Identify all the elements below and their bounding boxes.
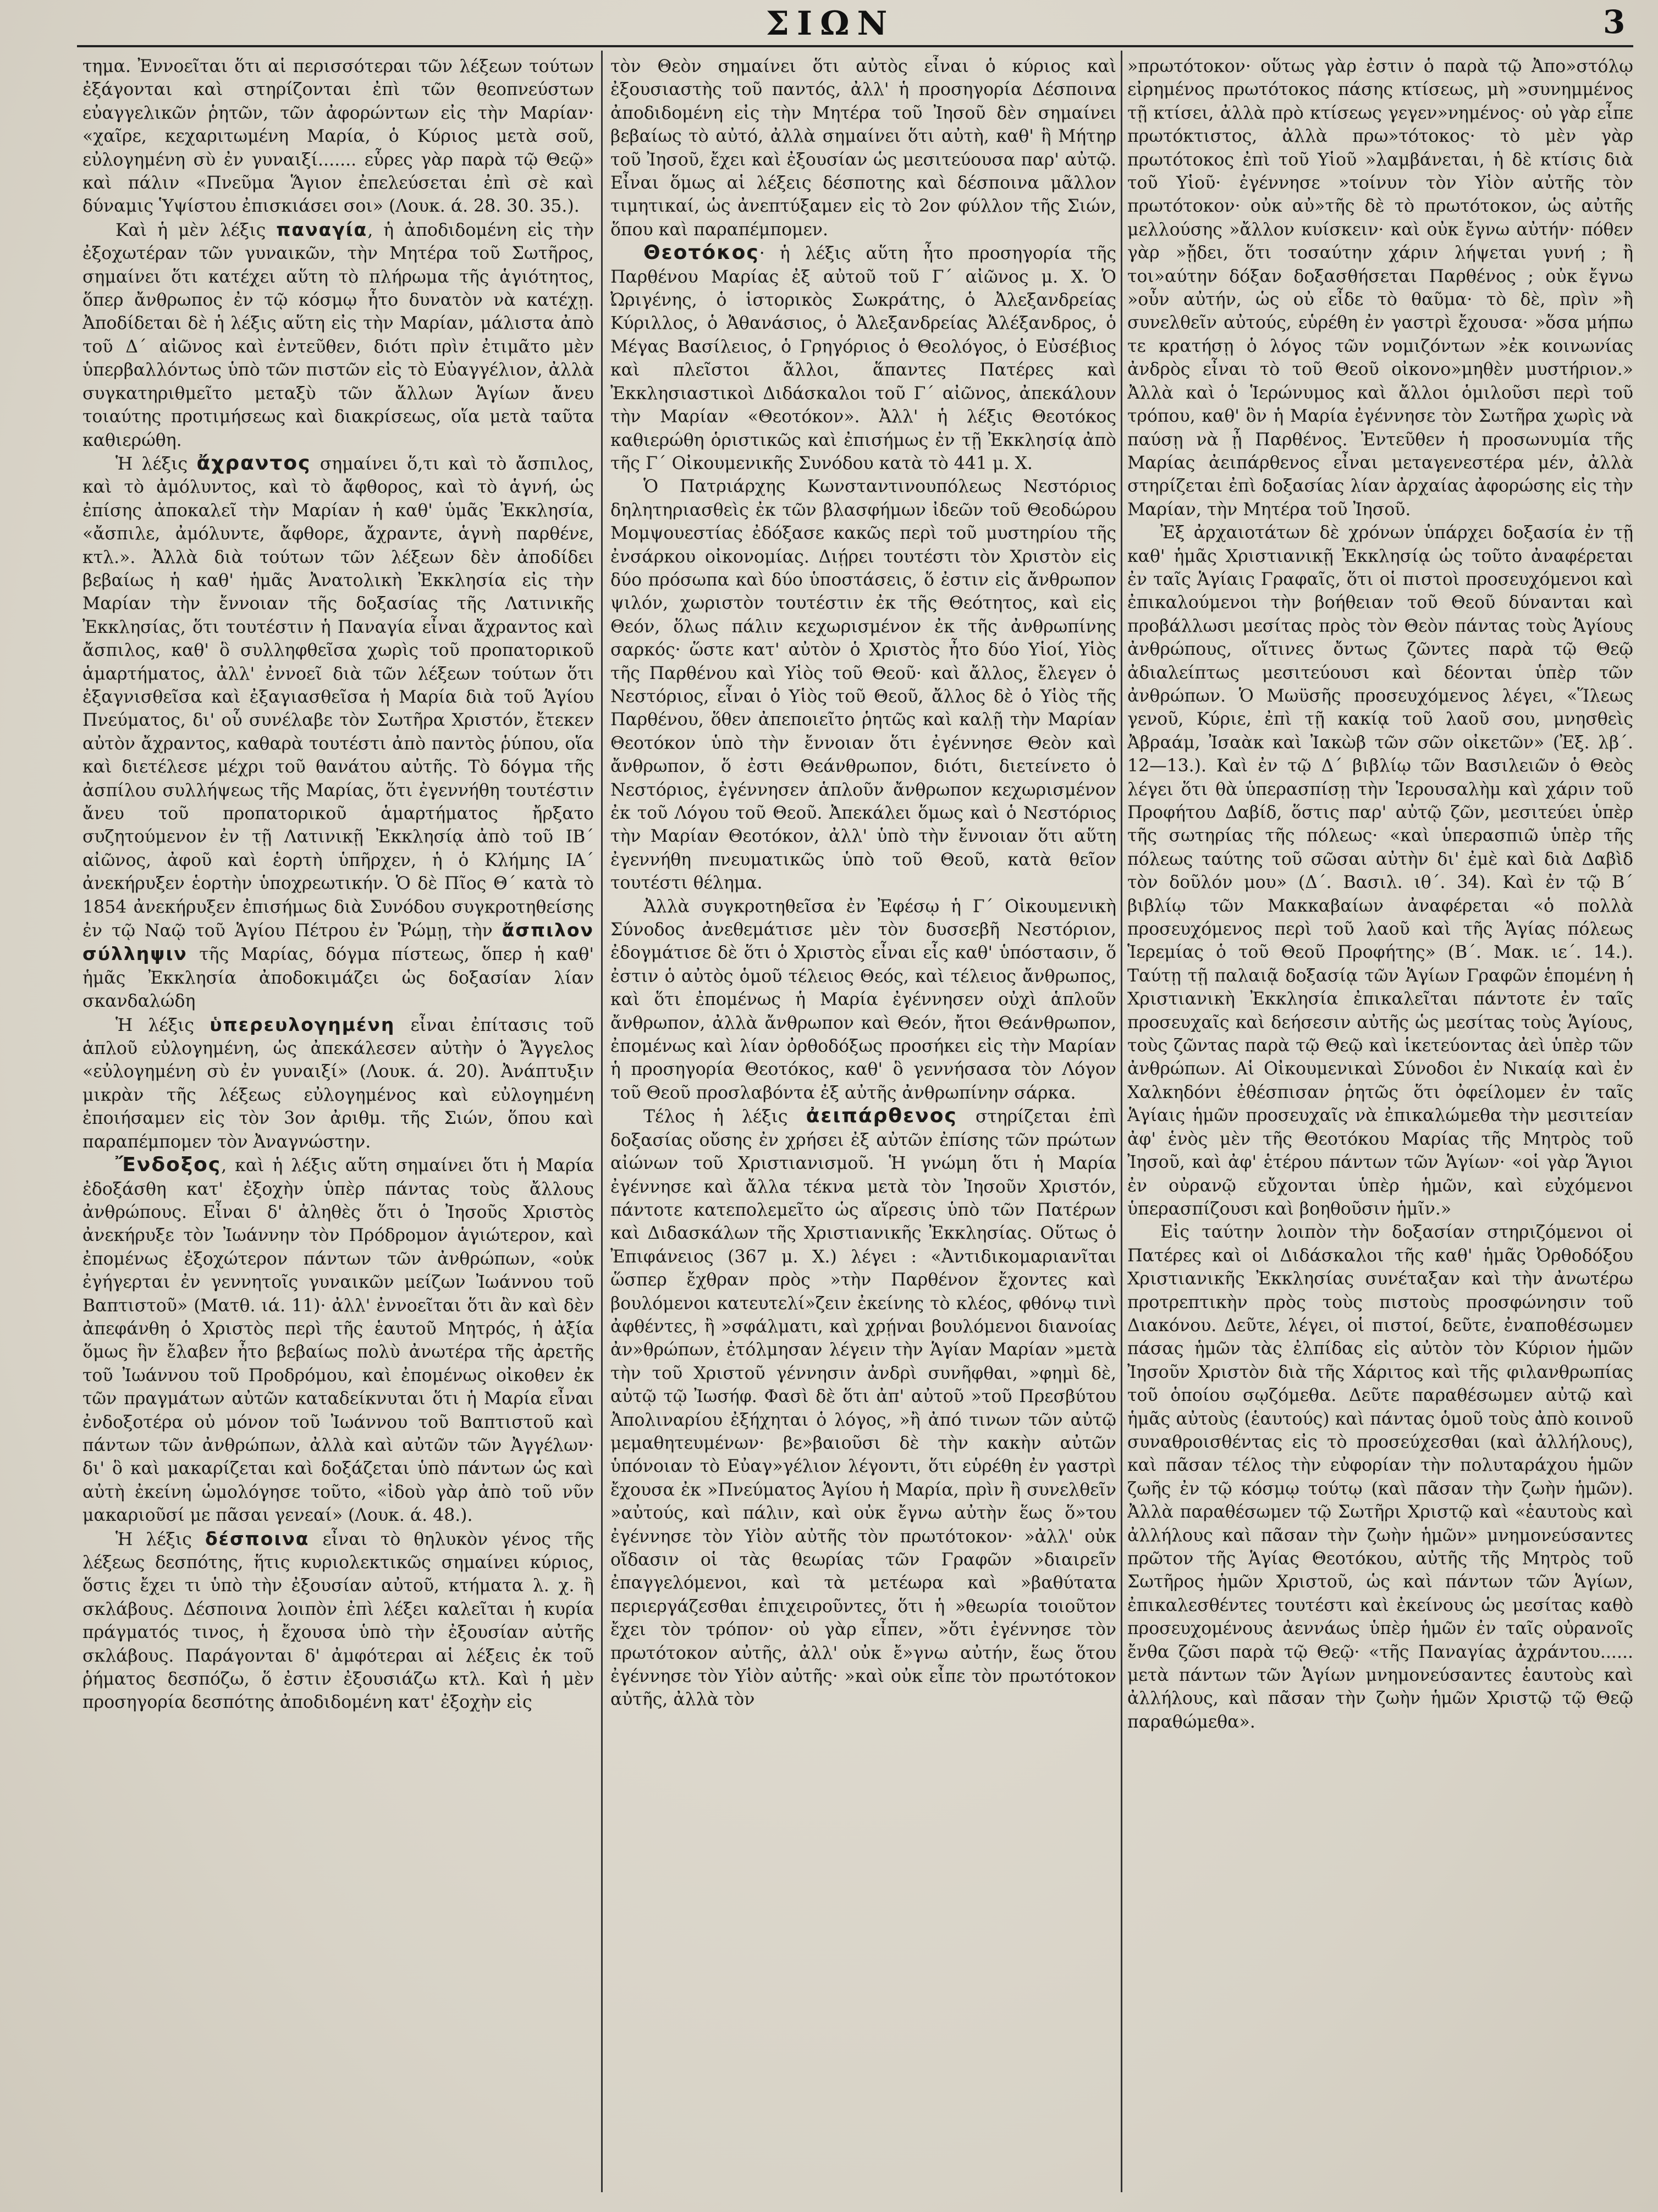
column-3 [1127, 55, 1633, 2188]
header-rule [77, 45, 1633, 47]
paragraph: Ὁ Πατριάρχης Κωνσταντινουπόλεως Νεστόριος δηλητηριασθεὶς ἐκ τῶν βλασφήμων ἰδεῶν τοῦ Θεοδώρου Μομψουεστίας ἐδόξασε κακῶς περὶ τοῦ μυστηρίου τῆς ἐνσάρκου οἰκονομίας. Διῄρει τουτέστι τὸν Χριστὸν εἰς δύο πρόσωπα καὶ δύο ὑποστάσεις, ὅ ἐστιν εἰς ἄνθρωπον ψιλόν, χωριστὸν τουτέστιν ἐκ τῆς Θεότητος, καὶ εἰς Θεόν, ὅλως πάλιν κεχωρισμένον ἐκ τῆς ἀνθρωπίνης σαρκός· ὥστε κατ' αὐτὸν ὁ Χριστὸς ἦτο δύο Υἱοί, Υἱὸς τῆς Παρθένου καὶ Υἱὸς τοῦ Θεοῦ· καὶ ἄλλος, ἔλεγεν ὁ Νεστόριος, εἶναι ὁ Υἱὸς τοῦ Θεοῦ, ἄλλος δὲ ὁ Υἱὸς τῆς Παρθένου, ὅθεν ἀπεποιεῖτο ῥητῶς καὶ καλῇ τὴν Μαρίαν Θεοτόκον ὑπὸ τὴν ἔννοιαν ὅτι ἐγέννησε Θεὸν καὶ ἄνθρωπον, ὅ ἐστι Θεάνθρωπον, διότι, διετείνετο ὁ Νεστόριος, ἐγέννησεν ἁπλοῦν ἄνθρωπον κεχωρισμένον ἐκ τοῦ Λόγου τοῦ Θεοῦ. Ἀπεκάλει ὅμως καὶ ὁ Νεστόριος τὴν Μαρίαν Θεοτόκον, ἀλλ' ὑπὸ τὴν ἔννοιαν ὅτι αὕτη ἐγεννήθη πνευματικῶς ὑπὸ τοῦ Θεοῦ, κατὰ θεῖον τουτέστι θέλημα. [610, 477, 1116, 893]
paragraph [82, 1013, 594, 1154]
term-heading: ἄχραντος [196, 451, 311, 475]
paragraph-body: τῆς Μαρίας, δόγμα πίστεως, ὅπερ ἡ καθ' ἡμᾶς Ἐκκλησία ἀποδοκιμάζει ὡς δοξασίαν λίαν σκανδαλώδη [82, 945, 594, 1012]
term-heading: ἀειπάρθενος [806, 1105, 957, 1128]
paragraph-body: στηρίζεται ἐπὶ δοξασίας οὔσης ἐν χρήσει ἐξ αὐτῶν ἐπίσης τῶν πρώτων αἰώνων τοῦ Χριστιανισμοῦ. Ἡ γνώμη ὅτι ἡ Μαρία ἐγέννησε καὶ ἄλλα τέκνα μετὰ τὸν Ἰησοῦν Χριστόν, πάντοτε κατεπολεμεῖτο ὡς αἵρεσις ὑπὸ τῶν Πατέρων καὶ Διδασκάλων τῆς Χριστιανικῆς Ἐκκλησίας. Οὕτως ὁ Ἐπιφάνειος (367 μ. Χ.) λέγει : «Ἀντιδικομαριανῖται ὥσπερ ἔχθραν πρὸς »τὴν Παρθένον ἔχοντες καὶ βουλόμενοι κατευτελί»ζειν ἐκείνης τὸ κλέος, φθόνῳ τινὶ ἀφθέντες, ἢ »σφάλματι, καὶ χρῄναι βουλόμενοι διανοίας ἀν»θρώπων, ἐτόλμησαν λέγειν τὴν Ἁγίαν Μαρίαν »μετὰ τὴν τοῦ Χριστοῦ γέννησιν ἀνδρὶ συνῆφθαι, »φημὶ δὲ, αὐτῷ τῷ Ἰωσήφ. Φασὶ δὲ ὅτι ἀπ' αὐτοῦ »τοῦ Πρεσβύτου Ἀπολιναρίου ἐξήχηται ὁ λόγος, »ἢ ἀπό τινων τῶν αὐτῷ μεμαθητευμένων· βε»βαιοῦσι δὲ τὴν κακὴν αὐτῶν ὑπόνοιαν τὸ Εὐαγ»γέλιον λέγοντι, ὅτι εὑρέθη ἐν γαστρὶ ἔχουσα ἐκ »Πνεύματος Ἁγίου ἡ Μαρία, πρὶν ἢ συνελθεῖν »αὐτούς, καὶ πάλιν, καὶ οὐκ ἔγνω αὐτὴν ἕως ὅ»του ἐγέννησε τὸν Υἱὸν αὐτῆς τὸν πρωτότοκον· »ἀλλ' οὐκ οἴδασιν οἱ τὰς θεωρίας τῶν Γραφῶν »διαιρεῖν ἐπαγγελόμενοι, καὶ τὰ μετέωρα καὶ »βαθύτατα περιεργάζεσθαι ἐπιχειροῦντες, ὅτι ἡ »θεωρία τοιοῦτον ἔχει τὸν τρόπον· οὐ γὰρ εἶπεν, »ὅτι ἐγέννησε τὸν πρωτότοκον αὐτῆς, ἀλλ' οὐκ ἔ»γνω αὐτήν, ἕως ὅτου ἐγέννησε τὸν Υἱὸν αὐτῆς· »καὶ οὐκ εἶπε τὸν πρωτότοκον αὐτῆς, ἀλλὰ τὸν [610, 1107, 1116, 1710]
paragraph [82, 1527, 594, 1714]
paragraph-lead: Ἡ λέξις [115, 454, 188, 474]
paragraph-body: σημαίνει ὅ,τι καὶ τὸ ἄσπιλος, καὶ τὸ ἀμόλυντος, καὶ τὸ ἄφθορος, καὶ τὸ ἁγνή, ὡς ἐπίσης ἀποκαλεῖ τὴν Μαρίαν ἡ καθ' ὑμᾶς Ἐκκλησία, «ἄσπιλε, ἀμόλυντε, ἄφθορε, ἄχραντε, ἁγνὴ παρθένε, κτλ.». Ἀλλὰ διὰ τούτων τῶν λέξεων δὲν ἀποδίδει βεβαίως ἡ καθ' ἡμᾶς Ἀνατολικὴ Ἐκκλησία εἰς τὴν Μαρίαν τὴν ἔννοιαν τῆς δοξασίας τῆς Λατινικῆς Ἐκκλησίας, ὅτι τουτέστιν ἡ Παναγία εἶναι ἄχραντος καὶ ἄσπιλος, καθ' ὃ συλληφθεῖσα χωρὶς τοῦ προπατορικοῦ ἁμαρτήματος, ἀλλ' ἐννοεῖ διὰ τῶν λέξεων τούτων ὅτι ἐξαγνισθεῖσα καὶ ἐξαγιασθεῖσα ἡ Μαρία διὰ τοῦ Ἁγίου Πνεύματος, δι' οὗ συνέλαβε τὸν Σωτῆρα Χριστόν, ἔτεκεν αὐτὸν ἄχραντος, καθαρὰ τουτέστι ἀπὸ παντὸς ῥύπου, οἵα καὶ διετέλεσε μέχρι τοῦ θανάτου αὐτῆς. Τὸ δόγμα τῆς ἀσπίλου συλλήψεως τῆς Μαρίας, ὅτι ἐγεννήθη τουτέστιν ἄνευ τοῦ προπατορικοῦ ἁμαρτήματος ἤρξατο συζητούμενον ἐν τῇ Λατινικῇ Ἐκκλησίᾳ ἀπὸ τοῦ ΙΒ΄ αἰῶνος, ἀφοῦ καὶ ἑορτὴ ὑπῆρχεν, ἡ ὁ Κλήμης ΙΑ΄ ἀνεκήρυξεν ἑορτὴν ὑποχρεωτικήν. Ὁ δὲ Πῖος Θ΄ κατὰ τὸ 1854 ἀνεκήρυξεν ἐπισήμως διὰ Συνόδου συγκροτηθείσης ἐν τῷ Ναῷ τοῦ Ἁγίου Πέτρου ἐν Ῥώμῃ, τὴν [82, 454, 594, 941]
paragraph-lead: Ἡ λέξις [115, 1529, 192, 1549]
paragraph-body: εἶναι ἐπίτασις τοῦ ἁπλοῦ εὐλογημένη, ὡς ἀπεκάλεσεν αὐτὴν ὁ Ἄγγελος «εὐλογημένη σὺ ἐν γυναιξί» (Λουκ. ά. 20). Ἀνάπτυξιν μικρὰν τῆς λέξεως εὐλογημένος καὶ εὐλογημένη ἐποιήσαμεν εἰς τὸν 3ον ἀριθμ. τῆς Σιών, ὅπου καὶ παραπέμπομεν τὸν Ἀναγνώστην. [82, 1015, 594, 1152]
paragraph-body: · ἡ λέξις αὕτη ἦτο προσηγορία τῆς Παρθένου Μαρίας ἐξ αὐτοῦ τοῦ Γ΄ αἰῶνος μ. Χ. Ὁ Ὠριγένης, ὁ ἱστορικὸς Σωκράτης, ὁ Ἀλεξανδρείας Κύριλλος, ὁ Ἀθανάσιος, ὁ Ἀλεξανδρείας Ἀλέξανδρος, ὁ Μέγας Βασίλειος, ὁ Γρηγόριος ὁ Θεολόγος, ὁ Εὐσέβιος καὶ πλεῖστοι ἄλλοι, ἅπαντες Πατέρες καὶ Ἐκκλησιαστικοὶ Διδάσκαλοι τοῦ Γ΄ αἰῶνος, ἀπεκάλουν τὴν Μαρίαν «Θεοτόκον». Ἀλλ' ἡ λέξις Θεοτόκος καθιερώθη ὁριστικῶς καὶ ἐπισήμως ἐν τῇ Ἐκκλησίᾳ ἀπὸ τῆς Γ΄ Οἰκουμενικῆς Συνόδου κατὰ τὸ 441 μ. Χ. [610, 244, 1116, 473]
term-heading: Ἔνδοξος [115, 1154, 222, 1177]
term-heading: ἄσπιλον σύλληψιν [82, 919, 594, 965]
page-number: 3 [1603, 3, 1626, 41]
paragraph: »πρωτότοκον· οὕτως γὰρ ἐστιν ὁ παρὰ τῷ Ἀπο»στόλῳ εἰρημένος πρωτότοκος πάσης κτίσεως, μὴ »συνημμένος τῇ κτίσει, ἀλλὰ πρὸ κτίσεως γεγεν»νημένος· οὐ γὰρ εἶπε πρωτόκτιστος, ἀλλὰ πρω»τότοκος· τὸ μὲν γὰρ πρωτότοκος ἐπὶ τοῦ Υἱοῦ »λαμβάνεται, ἡ δὲ κτίσις διὰ τοῦ Υἱοῦ· ἐγέννησε »τοίνυν τὸν Υἱὸν αὐτῆς τὸν πρωτότοκον· οὐκ αὐ»τῆς δὲ τὸ πρωτότοκον, ὡς αὐτῆς μελλούσης »ἄλλον κυίσκειν· καὶ οὐκ ἔγνω αὐτήν· πόθεν γὰρ »ᾔδει, ὅτι τοσαύτην χάριν λήψεται γυνή ; ἢ τοι»αύτην δόξαν δοξασθήσεται Παρθένος ; οὐκ ἔγνω »οὖν αὐτήν, ὡς οὐ εἶδε τὸ θαῦμα· τὸ δὲ, πρὶν »ἢ συνελθεῖν αὐτούς, εὑρέθη ἐν γαστρὶ ἔχουσα· »ὅσα μήπω τε κρατήσῃ ὁ λόγος τῶν νομιζόντων »ἐκ κοινωνίας ἀνδρὸς εἶναι τὸ τοῦ Θεοῦ οἰκονο»μηθὲν μυστήριον.» Ἀλλὰ καὶ ὁ Ἱερώνυμος καὶ ἄλλοι ὁμιλοῦσι περὶ τοῦ τρόπου, καθ' ὃν ἡ Μαρία ἐγέννησε τὸν Σωτῆρα χωρὶς νὰ παύσῃ νὰ ᾖ Παρθένος. Ἐντεῦθεν ἡ προσωνυμία τῆς Μαρίας ἀειπάρθενος εἶναι μεταγενεστέρα μέν, ἀλλὰ στηρίζεται ἐπὶ δοξασίας λίαν ἀρχαίας ἀφορώσης εἰς τὴν Μαρίαν, τὴν Μητέρα τοῦ Ἰησοῦ. [1127, 57, 1633, 520]
masthead-title: ΣΙΩΝ [765, 4, 895, 43]
paragraph: τημα. Ἐννοεῖται ὅτι αἱ περισσότεραι τῶν λέξεων τούτων ἐξάγονται καὶ στηρίζονται ἐπὶ τῶν θεοπνεύστων εὐαγγελικῶν ῥητῶν, τῶν ἀφορώντων εἰς τὴν Μαρίαν· «χαῖρε, κεχαριτωμένη Μαρία, ὁ Κύριος μετὰ σοῦ, εὐλογημένη σὺ ἐν γυναιξί....... εὗρες γὰρ παρὰ τῷ Θεῷ» καὶ πάλιν «Πνεῦμα Ἅγιον ἐπελεύσεται ἐπὶ σὲ καὶ δύναμις Ὑψίστου ἐπισκιάσει σοι» (Λουκ. ά. 28. 30. 35.). [82, 57, 594, 217]
term-heading: ὑπερευλογημένη [210, 1013, 395, 1035]
paragraph: Εἰς ταύτην λοιπὸν τὴν δοξασίαν στηριζόμενοι οἱ Πατέρες καὶ οἱ Διδάσκαλοι τῆς καθ' ἡμᾶς Ὀρθοδόξου Χριστιανικῆς Ἐκκλησίας συνέταξαν καὶ τὴν ἀνωτέρω προτρεπτικὴν πρὸς τοὺς πιστοὺς προσφώνησιν τοῦ Διακόνου. Δεῦτε, λέγει, οἱ πιστοί, δεῦτε, ἐναποθέσωμεν πάσας ἡμῶν τὰς ἐλπίδας εἰς αὐτὸν τὸν Κύριον ἡμῶν Ἰησοῦν Χριστὸν διὰ τῆς Χάριτος καὶ τῆς φιλανθρωπίας τοῦ ὁποίου σῳζόμεθα. Δεῦτε παραθέσωμεν αὐτῷ καὶ ἡμᾶς αὐτοὺς (ἑαυτούς) καὶ πάντας ὁμοῦ τοὺς ἀπὸ κοινοῦ συναθροισθέντας εἰς τὸ προσεύχεσθαι (καὶ ἀλλήλους), καὶ πᾶσαν τέλος τὴν εὐφορίαν τὴν πολυταράχου ἡμῶν ζωῆς ἐν τῷ κόσμῳ τούτῳ (καὶ πᾶσαν τὴν ζωὴν ἡμῶν). Ἀλλὰ παραθέσωμεν τῷ Σωτῆρι Χριστῷ καὶ «ἑαυτοὺς καὶ ἀλλήλους καὶ πᾶσαν τὴν ζωὴν ἡμῶν» μνημονεύσαντες πρῶτον τῆς Ἁγίας Θεοτόκου, αὐτῆς τῆς Μητρὸς τοῦ Σωτῆρος ἡμῶν Χριστοῦ, ὡς καὶ πάντων τῶν Ἁγίων, ἐπικαλεσθέντες τουτέστι καὶ ἐκείνους ὡς μεσίτας καθὸ προσευχομένους ἀεννάως ὑπὲρ ἡμῶν ἐν ταῖς οὐρανοῖς ἔνθα ζῶσι παρὰ τῷ Θεῷ· «τῆς Παναγίας ἀχράντου...... μετὰ πάντων τῶν Ἁγίων μνημονεύσαντες ἑαυτοὺς καὶ ἀλλήλους, καὶ πᾶσαν τὴν ζωὴν ἡμῶν Χριστῷ τῷ Θεῷ παραθώμεθα». [1127, 1222, 1633, 1732]
paragraph: Ἀλλὰ συγκροτηθεῖσα ἐν Ἐφέσῳ ἡ Γ΄ Οἰκουμενικὴ Σύνοδος ἀνεθεμάτισε μὲν τὸν δυσσεβῆ Νεστόριον, ἐδογμάτισε δὲ ὅτι ὁ Χριστὸς εἶναι εἷς καθ' ὑπόστασιν, ὅ ἐστιν ὁ αὐτὸς ὁμοῦ τέλειος Θεός, καὶ τέλειος ἄνθρωπος, καὶ ὅτι ἐπομένως ἡ Μαρία ἐγέννησεν οὐχὶ ἁπλοῦν ἄνθρωπον, ἀλλὰ ἄνθρωπον καὶ Θεόν, ἤτοι Θεάνθρωπον, ἐπομένως καὶ λίαν ὀρθοδόξως προσήκει εἰς τὴν Μαρίαν ἡ προσηγορία Θεοτόκος, καθ' ὃ γεννήσασα τὸν Λόγον τοῦ Θεοῦ προσλαβόντα ἐξ αὐτῆς ἀνθρωπίνην σάρκα. [610, 896, 1116, 1103]
paragraph [610, 1105, 1116, 1712]
paragraph [610, 241, 1116, 475]
paragraph-lead: Καὶ ἡ μὲν λέξις [115, 220, 266, 240]
paragraph-body: εἶναι τὸ θηλυκὸν γένος τῆς λέξεως δεσπότης, ἥτις κυριολεκτικῶς σημαίνει κύριος, ὅστις ἔχει τι ὑπὸ τὴν ἐξουσίαν αὐτοῦ, κτήματα λ. χ. ἢ σκλάβους. Δέσποινα λοιπὸν ἐπὶ λέξει καλεῖται ἡ κυρία πράγματός τινος, ἡ ἔχουσα ὑπὸ τὴν ἐξουσίαν αὐτῆς σκλάβους. Παράγονται δ' ἀμφότεραι αἱ λέξεις ἐκ τοῦ ῥήματος δεσπόζω, ὅ ἐστιν ἐξουσιάζω κτλ. Καὶ ἡ μὲν προσηγορία δεσπότης ἀποδιδομένη κατ' ἐξοχὴν εἰς [82, 1529, 594, 1713]
paragraph-body: , ἡ ἀποδιδομένη εἰς τὴν ἐξοχωτέραν τῶν γυναικῶν, τὴν Μητέρα τοῦ Σωτῆρος, σημαίνει ὅτι κατέχει αὕτη τὸ πλήρωμα τῆς ἁγιότητος, ὅπερ ἄνθρωπος ἐν τῷ κόσμῳ ἦτο δυνατὸν νὰ κατέχῃ. Ἀποδίδεται δὲ ἡ λέξις αὕτη εἰς τὴν Μαρίαν, μάλιστα ἀπὸ τοῦ Δ΄ αἰῶνος καὶ ἐντεῦθεν, διότι πρὶν ἐτιμᾶτο μὲν ὑπερβαλλόντως ὑπὸ τῶν πιστῶν εἰς τὸ Εὐαγγέλιον, ἀλλὰ συγκατηριθμεῖτο μεταξὺ τῶν ἄλλων Ἁγίων ἄνευ τοιαύτης προτιμήσεως καὶ διακρίσεως, οἵα μετὰ ταῦτα καθιερώθη. [82, 220, 594, 450]
paragraph [82, 218, 594, 452]
column-1 [82, 55, 594, 2188]
term-heading: Θεοτόκος [643, 241, 759, 264]
paragraph [82, 1154, 594, 1527]
term-heading: παναγία [276, 218, 368, 240]
paragraph: Ἐξ ἀρχαιοτάτων δὲ χρόνων ὑπάρχει δοξασία ἐν τῇ καθ' ἡμᾶς Χριστιανικῇ Ἐκκλησίᾳ ὡς τοῦτο ἀναφέρεται ἐν ταῖς Ἁγίαις Γραφαῖς, ὅτι οἱ πιστοὶ προσευχόμενοι καὶ ἐπικαλούμενοι τὴν βοήθειαν τοῦ Θεοῦ δύνανται καὶ προβάλλωσι μεσίτας πρὸς τὸν Θεὸν πάντας τοὺς Ἁγίους ἀνθρώπους, οἵτινες ὄντως ζῶντες παρὰ τῷ Θεῷ ἀδιαλείπτως μεσιτεύουσι καὶ δέονται ὑπὲρ τῶν ἀνθρώπων. Ὁ Μωϋσῆς προσευχόμενος λέγει, «Ἵλεως γενοῦ, Κύριε, ἐπὶ τῇ κακίᾳ τοῦ λαοῦ σου, μνησθεὶς Ἀβραάμ, Ἰσαὰκ καὶ Ἰακὼβ τῶν σῶν οἰκετῶν» (Ἐξ. λβ΄. 12—13.). Καὶ ἐν τῷ Δ΄ βιβλίῳ τῶν Βασιλειῶν ὁ Θεὸς λέγει ὅτι θὰ ὑπερασπίσῃ τὴν Ἱερουσαλὴμ καὶ χάριν τοῦ Προφήτου Δαβίδ, ὅστις παρ' αὐτῷ ζῶν, μεσιτεύει ὑπὲρ τῆς σωτηρίας τῆς πόλεως· «καὶ ὑπερασπιῶ ὑπὲρ τῆς πόλεως ταύτης τοῦ σῶσαι αὐτὴν δι' ἐμὲ καὶ διὰ Δαβὶδ τὸν δοῦλόν μου» (Δ΄. Βασιλ. ιθ΄. 34). Καὶ ἐν τῷ Β΄ βιβλίῳ τῶν Μακκαβαίων ἀναφέρεται «ὁ πολλὰ προσευχόμενος περὶ τοῦ λαοῦ καὶ τῆς Ἁγίας πόλεως Ἱερεμίας ὁ τοῦ Θεοῦ Προφήτης» (Β΄. Μακ. ιε΄. 14.). Ταύτῃ τῇ παλαιᾷ δοξασίᾳ τῶν Ἁγίων Γραφῶν ἑπομένη ἡ Χριστιανικὴ Ἐκκλησία ἐπικαλεῖται πάντοτε ἐν ταῖς προσευχαῖς καὶ δεήσεσιν αὐτῆς ὡς μεσίτας τοὺς Ἁγίους, τοὺς ζῶντας παρὰ τῷ Θεῷ καὶ ἱκετεύοντας ἀεὶ ὑπὲρ τῶν ἀνθρώπων. Αἱ Οἰκουμενικαὶ Σύνοδοι ἐν Νικαίᾳ καὶ ἐν Χαλκηδόνι ἐθέσπισαν ῥητῶς ὅτι ὀφείλομεν ἐν ταῖς Ἁγίαις ἡμῶν προσευχαῖς νὰ ἐπικαλώμεθα τὴν μεσιτείαν ἀφ' ἑνὸς μὲν τῆς Θεοτόκου Μαρίας τῆς Μητρὸς τοῦ Ἰησοῦ, καὶ ἀφ' ἑτέρου πάντων τῶν Ἁγίων· «οἱ γὰρ Ἅγιοι ἐν οὐρανῷ εὔχονται ὑπὲρ ἡμῶν, καὶ εὐχόμενοι ὑπερασπίζουσι καὶ βοηθοῦσιν ἡμῖν.» [1127, 523, 1633, 1219]
paragraph-lead: Ἡ λέξις [115, 1015, 195, 1035]
paragraph: τὸν Θεὸν σημαίνει ὅτι αὐτὸς εἶναι ὁ κύριος καὶ ἐξουσιαστὴς τοῦ παντός, ἀλλ' ἡ προσηγορία Δέσποινα ἀποδιδομένη εἰς τὴν Μητέρα τοῦ Ἰησοῦ δὲν σημαίνει βεβαίως τὸ αὐτό, ἀλλὰ σημαίνει ὅτι αὐτὴ, καθ' ἣ Μήτηρ τοῦ Ἰησοῦ, ἔχει καὶ ἐξουσίαν ὡς μεσιτεύουσα παρ' αὐτῷ. Εἶναι ὅμως αἱ λέξεις δέσποτης καὶ δέσποινα μᾶλλον τιμητικαί, ὡς ἀνεπτύξαμεν εἰς τὸ 2ον φύλλον τῆς Σιών, ὅπου καὶ παραπέμπομεν. [610, 57, 1116, 240]
column-2 [610, 55, 1116, 2188]
column-divider-1 [601, 51, 603, 2192]
paragraph-lead: Τέλος ἡ λέξις [643, 1107, 788, 1127]
paragraph [82, 452, 594, 1013]
term-heading: δέσποινα [205, 1527, 310, 1549]
paragraph-body: , καὶ ἡ λέξις αὕτη σημαίνει ὅτι ἡ Μαρία ἐδοξάσθη κατ' ἐξοχὴν ὑπὲρ πάντας τοὺς ἄλλους ἀνθρώπους. Εἶναι δ' ἀληθὲς ὅτι ὁ Ἰησοῦς Χριστὸς ἀνεκήρυξε τὸν Ἰωάννην τὸν Πρόδρομον ἁγιώτερον, καὶ ἐπομένως ἐξοχώτερον πάντων τῶν ἀνθρώπων, «οὐκ ἐγήγερται ἐν γεννητοῖς γυναικῶν μείζων Ἰωάννου τοῦ Βαπτιστοῦ» (Ματθ. ιά. 11)· ἀλλ' ἐννοεῖται ὅτι ἂν καὶ δὲν ἀπεφάνθη ὁ Χριστὸς περὶ τῆς ἑαυτοῦ Μητρός, ἡ ἀξία ὅμως ἣν ἔλαβεν ἦτο βεβαίως πολὺ ἀνωτέρα τῆς ἀρετῆς τοῦ Ἰωάννου τοῦ Προδρόμου, καὶ ἐπομένως οἰκοθεν ἐκ τῶν πραγμάτων αὐτῶν καταδείκνυται ὅτι ἡ Μαρία εἶναι ἐνδοξοτέρα οὐ μόνον τοῦ Ἰωάννου τοῦ Βαπτιστοῦ καὶ πάντων τῶν ἀνθρώπων, ἀλλὰ καὶ αὐτῶν τῶν Ἀγγέλων· δι' ὃ καὶ μακαρίζεται καὶ δοξάζεται ὑπὸ πάντων ὡς καὶ αὐτὴ ἐκείνη ὡμολόγησε τοῦτο, «ἰδοὺ γὰρ ἀπὸ τοῦ νῦν μακαριοῦσί με πᾶσαι γενεαί» (Λουκ. ά. 48.). [82, 1156, 594, 1526]
column-divider-2 [1121, 51, 1122, 2192]
